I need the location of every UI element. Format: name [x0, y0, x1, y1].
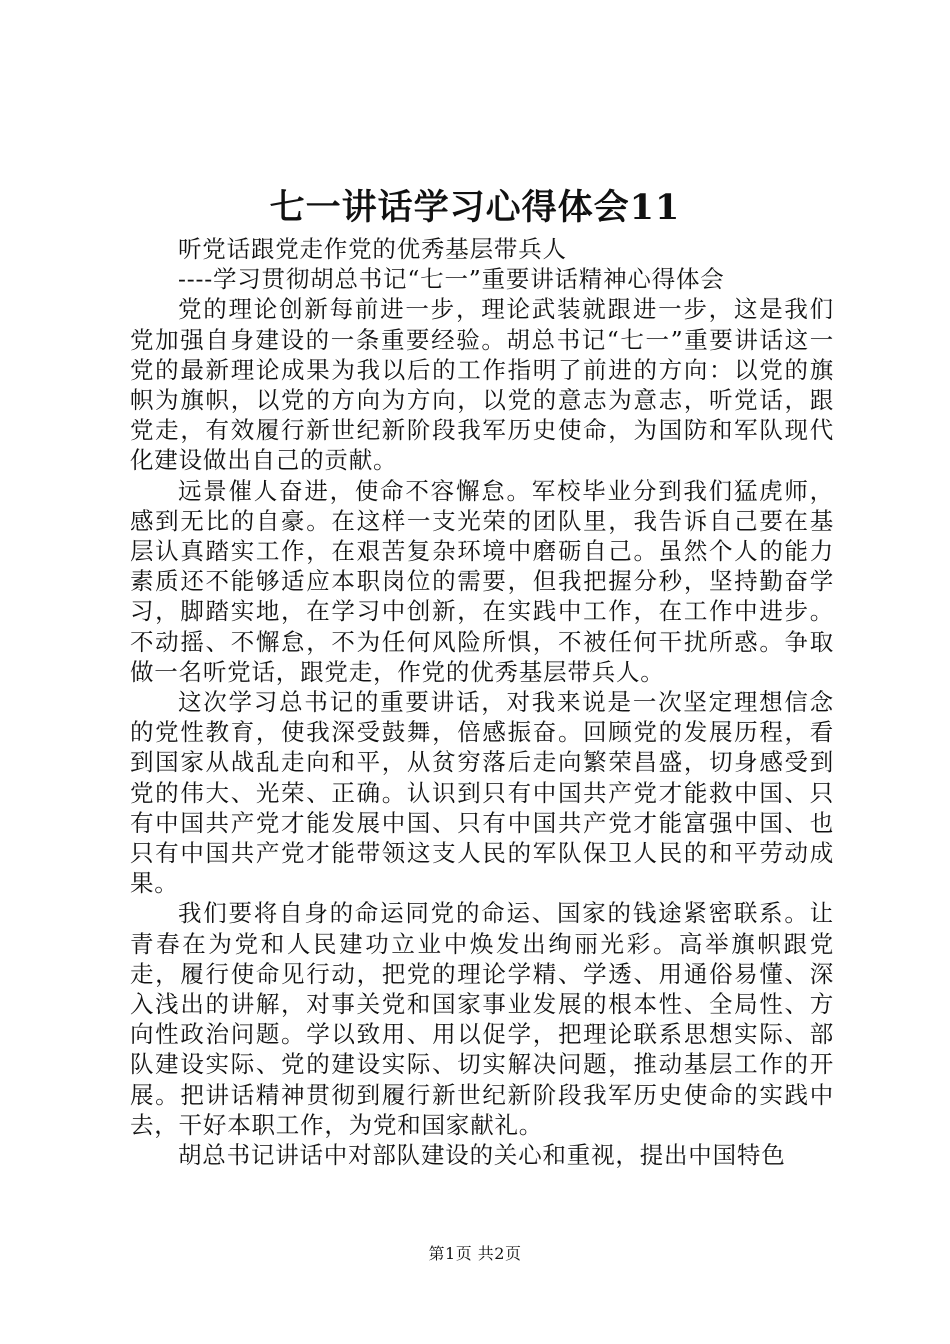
paragraph-3: 这次学习总书记的重要讲话，对我来说是一次坚定理想信念的党性教育，使我深受鼓舞，倍感振奋。回顾党的发展历程，看到国家从战乱走向和平，从贫穷落后走向繁荣昌盛，切身感受到党的伟大、光荣、正确。认识到只有中国共产党才能救中国、只有中国共产党才能发展中国、只有中国共产党才能富强中国、也只有中国共产党才能带领这支人民的军队保卫人民的和平劳动成果。: [130, 688, 834, 898]
document-title: 七一讲话学习心得体会11: [269, 187, 681, 228]
page-number-footer: 第1页 共2页: [428, 1244, 522, 1263]
paragraph-2: 远景催人奋进，使命不容懈怠。军校毕业分到我们猛虎师，感到无比的自豪。在这样一支光荣的团队里，我告诉自己要在基层认真踏实工作，在艰苦复杂环境中磨砺自己。虽然个人的能力素质还不能够适应本职岗位的需要，但我把握分秒，坚持勤奋学习，脚踏实地，在学习中创新，在实践中工作，在工作中进步。不动摇、不懈怠，不为任何风险所惧，不被任何干扰所惑。争取做一名听党话，跟党走，作党的优秀基层带兵人。: [130, 476, 834, 686]
paragraph-4: 我们要将自身的命运同党的命运、国家的钱途紧密联系。让青春在为党和人民建功立业中焕发出绚丽光彩。高举旗帜跟党走，履行使命见行动，把党的理论学精、学透、用通俗易懂、深入浅出的讲解，对事关党和国家事业发展的根本性、全局性、方向性政治问题。学以致用、用以促学，把理论联系思想实际、部队建设实际、党的建设实际、切实解决问题，推动基层工作的开展。把讲话精神贯彻到履行新世纪新阶段我军历史使命的实践中去，干好本职工作，为党和国家献礼。: [130, 899, 834, 1139]
paragraph-5: 胡总书记讲话中对部队建设的关心和重视，提出中国特色: [178, 1141, 786, 1170]
subtitle-line-2: ----学习贯彻胡总书记“七一”重要讲话精神心得体会: [178, 265, 725, 294]
document-body: [130, 234, 834, 1170]
subtitle-line-1: 听党话跟党走作党的优秀基层带兵人: [178, 235, 567, 263]
paragraph-1: 党的理论创新每前进一步，理论武装就跟进一步，这是我们党加强自身建设的一条重要经验。胡总书记“七一”重要讲话这一党的最新理论成果为我以后的工作指明了前进的方向：以党的旗帜为旗帜，以党的方向为方向，以党的意志为意志，听党话，跟党走，有效履行新世纪新阶段我军历史使命，为国防和军队现代化建设做出自己的贡献。: [130, 295, 834, 475]
